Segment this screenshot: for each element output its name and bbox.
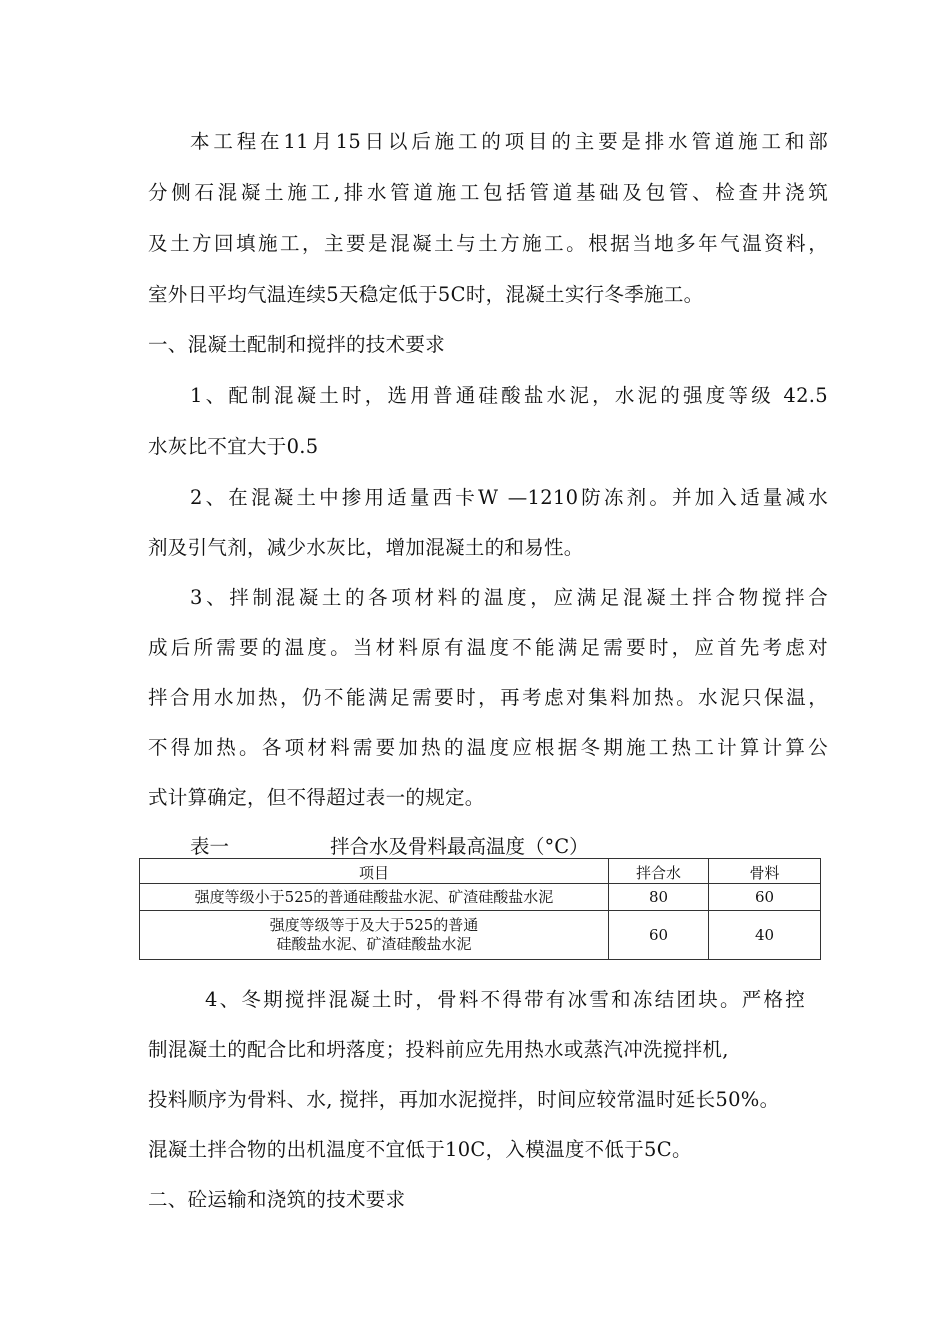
item3-line-4: 不得加热。各项材料需要加热的温度应根据冬期施工热工计算计算公 (148, 736, 828, 759)
temperature-table (139, 858, 821, 960)
row2-item (140, 911, 609, 960)
item2-line-2: 剂及引气剂，减少水灰比，增加混凝土的和易性。 (148, 536, 584, 559)
intro-line-3: 及土方回填施工，主要是混凝土与土方施工。根据当地多年气温资料， (148, 232, 828, 255)
table-caption-label: 表一 (190, 835, 230, 858)
item2-line-1: 2、在混凝土中掺用适量西卡W —1210防冻剂。并加入适量减水 (190, 486, 828, 509)
row1-item: 强度等级小于525的普通硅酸盐水泥、矿渣硅酸盐水泥 (140, 884, 609, 911)
item3-line-2: 成后所需要的温度。当材料原有温度不能满足需要时，应首先考虑对 (148, 636, 828, 659)
table-row (140, 884, 821, 911)
item4-line-2: 制混凝土的配合比和坍落度；投料前应先用热水或蒸汽冲洗搅拌机, (148, 1038, 729, 1061)
row1-water: 80 (609, 884, 709, 911)
row1-aggregate: 60 (709, 884, 821, 911)
row2-item-line-1: 强度等级等于及大于525的普通 (269, 916, 479, 934)
header-item: 项目 (140, 859, 609, 884)
intro-line-1: 本工程在11月15日以后施工的项目的主要是排水管道施工和部 (190, 130, 828, 153)
item3-line-3: 拌合用水加热，仍不能满足需要时，再考虑对集料加热。水泥只保温， (148, 686, 828, 709)
item3-line-1: 3、拌制混凝土的各项材料的温度，应满足混凝土拌合物搅拌合 (190, 586, 828, 609)
table-header-row (140, 859, 821, 884)
item4-line-3: 投料顺序为骨料、水, 搅拌，再加水泥搅拌，时间应较常温时延长50%。 (148, 1088, 780, 1111)
row2-water: 60 (609, 911, 709, 960)
item1-line-1: 1、配制混凝土时，选用普通硅酸盐水泥，水泥的强度等级 42.5 (190, 384, 828, 407)
row2-aggregate: 40 (709, 911, 821, 960)
row2-item-line-2: 硅酸盐水泥、矿渣硅酸盐水泥 (276, 935, 472, 953)
item4-line-1: 4、冬期搅拌混凝土时，骨料不得带有冰雪和冻结团块。严格控 (205, 988, 805, 1011)
section1-heading: 一、混凝土配制和搅拌的技术要求 (148, 333, 446, 356)
item3-line-5: 式计算确定，但不得超过表一的规定。 (148, 786, 485, 809)
section2-heading: 二、砼运输和浇筑的技术要求 (148, 1188, 406, 1211)
item4-line-4: 混凝土拌合物的出机温度不宜低于10C，入模温度不低于5C。 (148, 1138, 692, 1161)
table-row (140, 911, 821, 960)
intro-line-2: 分侧石混凝土施工,排水管道施工包括管道基础及包管、检查井浇筑 (148, 181, 828, 204)
header-water: 拌合水 (609, 859, 709, 884)
header-aggregate: 骨料 (709, 859, 821, 884)
table-caption-title: 拌合水及骨料最高温度（°C） (330, 835, 589, 858)
intro-line-4: 室外日平均气温连续5天稳定低于5C时，混凝土实行冬季施工。 (148, 283, 704, 306)
item1-line-2: 水灰比不宜大于0.5 (148, 435, 319, 458)
